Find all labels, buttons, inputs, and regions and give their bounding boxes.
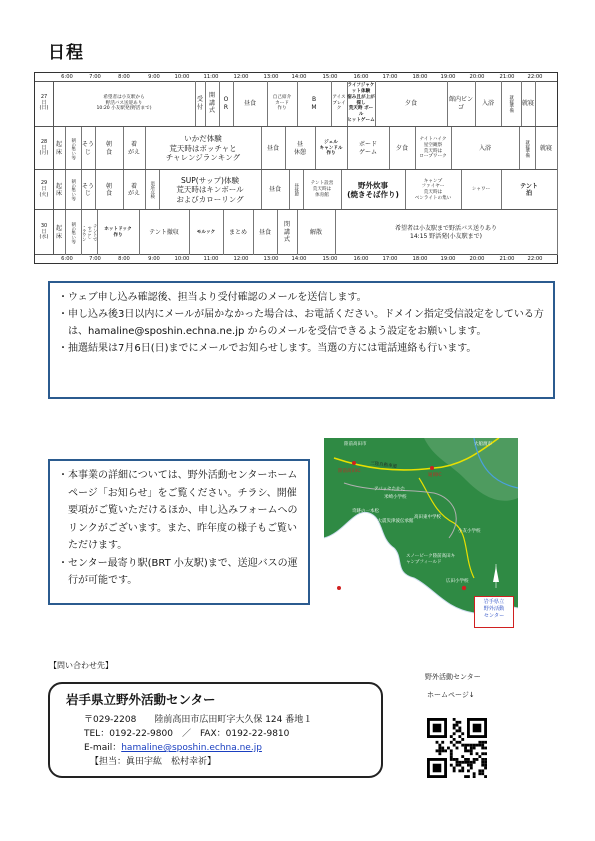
center-callout: [474, 596, 514, 628]
time-label: 22:00: [527, 256, 543, 262]
time-label: 20:00: [469, 74, 485, 80]
time-label: 17:00: [382, 256, 398, 262]
map-label: 東日本大震災津波伝承館: [364, 519, 414, 524]
schedule-cell: 起 床: [53, 210, 66, 255]
schedule-cell: 就寝準備: [519, 127, 536, 170]
schedule-cell: 就寝準備: [501, 81, 522, 126]
map-label: 三陸自動車道: [369, 461, 398, 470]
schedule-cell: 館内ビンゴ: [447, 81, 476, 126]
time-label: 10:00: [174, 74, 190, 80]
schedule-cell: ジェル キャンドル 作り: [315, 127, 348, 170]
notice-item: ・申し込み後3日以内にメールが届かなかった場合は、お電話ください。ドメイン指定受信設定をしている方は、hamaline@sposhin.echna.ne.jp からのメールを受信できるよう設定をお願いします。: [58, 309, 544, 337]
time-label: 14:00: [291, 256, 307, 262]
map-label: 奇跡の一本松: [352, 509, 379, 514]
schedule-cell: 希望者は小友駅まで野活バス送りあり 14:15 野活発(小友駅まで): [335, 210, 558, 255]
schedule-cell: ナイトハイク 星空観察 荒天時は ロープワーク: [415, 127, 452, 170]
schedule-cell: 希望者は小友駅から 野活バス送迎あり 10:20 小友駅発(野活まで): [53, 81, 196, 126]
notice-item: ・本事業の詳細については、野外活動センターホームページ「お知らせ」をご覧ください。チラシ、開催要項がご覧いただけるほか、申し込みフォームへのリンクがございます。また、昨年度の様子もご覧いただけます。: [58, 470, 298, 551]
schedule-cell: 退所点検: [145, 170, 160, 210]
time-label: 18:00: [412, 74, 428, 80]
schedule-cell: 昼食: [261, 170, 290, 210]
schedule-cell: アイス ブレイク: [331, 81, 348, 126]
contact-box: [48, 682, 383, 778]
schedule-cell: 野外炊事 (焼きそば作り): [341, 170, 406, 210]
time-label: 22:00: [527, 74, 543, 80]
email-line: [84, 741, 369, 755]
schedule-cell: 着 がえ: [123, 170, 146, 210]
time-label: 9:00: [148, 74, 160, 80]
time-axis-bottom: [35, 254, 557, 263]
schedule-cell: 自己紹介 カード 作り: [267, 81, 298, 126]
schedule-table: [34, 72, 558, 264]
page-title: 日程: [48, 43, 84, 63]
time-label: 19:00: [440, 256, 456, 262]
map-label: 陸前高田IC: [338, 469, 361, 474]
schedule-cell: 閉 講 式: [277, 210, 298, 255]
time-label: 11:00: [203, 74, 219, 80]
schedule-cell: 朝の集い等: [65, 210, 82, 255]
time-label: 20:00: [469, 256, 485, 262]
schedule-cell: 朝 食: [95, 127, 124, 170]
map-label: 高田東中学校: [414, 515, 441, 520]
time-label: 21:00: [499, 256, 515, 262]
map-label: 気仙沼市: [327, 607, 345, 612]
schedule-cell: ホットドック 作り: [97, 210, 140, 255]
time-label: 15:00: [322, 74, 338, 80]
time-label: 7:00: [89, 74, 101, 80]
details-notice: [48, 459, 310, 605]
schedule-cell: B M: [297, 81, 332, 126]
schedule-cell: 夕食: [389, 127, 416, 170]
schedule-cell: O R: [219, 81, 234, 126]
schedule-cell: シャワー: [461, 170, 502, 210]
callout-line: 野外活動: [483, 605, 505, 612]
day-label: 29 日 (火): [35, 170, 54, 210]
schedule-cell: まとめ: [223, 210, 254, 255]
time-label: 9:00: [148, 256, 160, 262]
map-label: 広田小学校: [446, 579, 469, 584]
schedule-cell: キャンプ ファイヤー 荒天時は ベンライトの集い: [405, 170, 462, 210]
schedule-cell: ライフジャケット体験 宿み且が上が探し 荒天時 ボール ヒットゲーム: [347, 81, 376, 126]
schedule-cell: 受 付: [195, 81, 206, 126]
time-label: 17:00: [382, 74, 398, 80]
time-label: 12:00: [233, 256, 249, 262]
schedule-row: [35, 81, 557, 126]
schedule-cell: いかだ体験 荒天時はボッチャと チャレンジランキング: [145, 127, 262, 170]
qr-code-icon[interactable]: [427, 718, 487, 778]
map-label: 米崎小学校: [384, 495, 407, 500]
schedule-cell: 朝の集い等: [65, 127, 82, 170]
email-link[interactable]: hamaline@sposhin.echna.ne.jp: [121, 743, 262, 753]
schedule-cell: 昼食: [261, 127, 286, 170]
day-label: 28 日 (月): [35, 127, 54, 170]
schedule-cell: テント設営 荒天時は 体育館: [303, 170, 342, 210]
schedule-cell: 昼 休憩: [285, 127, 316, 170]
schedule-cell: モルック: [189, 210, 224, 255]
time-label: 19:00: [440, 74, 456, 80]
map-label: 大船渡市: [474, 442, 492, 447]
time-label: 12:00: [233, 74, 249, 80]
schedule-cell: 昼食: [253, 210, 278, 255]
schedule-cell: テントで すごし ・ラウン: [81, 210, 98, 255]
schedule-cell: 朝の集い等: [65, 170, 82, 210]
notice-item: ・センター最寄り駅(BRT 小友駅)まで、送迎バスの運行が可能です。: [58, 557, 298, 586]
notice-item: ・抽選結果は7月6日(日)までにメールでお知らせします。当選の方には電話連絡も行います。: [58, 343, 477, 354]
day-label: 27 日 (日): [35, 81, 54, 126]
time-label: 6:00: [61, 74, 73, 80]
time-label: 18:00: [412, 256, 428, 262]
notice-item: ・ウェブ申し込み確認後、担当より受付確認のメールを送信します。: [58, 292, 367, 303]
homepage-label: 野外活動センター: [425, 673, 481, 681]
registration-notice: [48, 281, 555, 399]
time-label: 16:00: [353, 74, 369, 80]
schedule-row: [35, 209, 557, 255]
callout-line: 岩手県立: [483, 599, 505, 605]
organization-name: 岩手県立野外活動センター: [66, 692, 216, 707]
schedule-cell: 開 講 式: [205, 81, 220, 126]
time-label: 13:00: [263, 74, 279, 80]
schedule-row: [35, 126, 557, 170]
callout-line: センター: [483, 612, 505, 619]
time-label: 10:00: [174, 256, 190, 262]
time-label: 14:00: [291, 74, 307, 80]
time-label: 6:00: [61, 256, 73, 262]
schedule-cell: テント撤収: [139, 210, 190, 255]
schedule-cell: 解散: [297, 210, 336, 255]
map-label: 通岡IC: [428, 473, 442, 478]
map-label: 陸前高田市: [344, 442, 367, 447]
phone-fax: TEL：0192-22-9800 ／ FAX：0192-22-9810: [84, 729, 290, 739]
schedule-cell: 夕食: [375, 81, 448, 126]
schedule-cell: 起 床: [53, 170, 66, 210]
schedule-cell: ボード ゲーム: [347, 127, 390, 170]
schedule-cell: 就寝: [521, 81, 536, 126]
schedule-cell: 起 床: [53, 127, 66, 170]
time-label: 8:00: [118, 74, 130, 80]
address: 〒029-2208 陸前高田市広田町字大久保 124 番地１: [84, 715, 313, 725]
time-label: 15:00: [322, 256, 338, 262]
time-label: 8:00: [118, 256, 130, 262]
time-label: 13:00: [263, 256, 279, 262]
schedule-cell: テント 泊: [501, 170, 558, 210]
schedule-cell: そう じ: [81, 170, 96, 210]
contact-heading: 【問い合わせ先】: [49, 661, 113, 670]
staff: 【担当：眞田宇紘 松村幸祈】: [90, 757, 217, 767]
schedule-cell: 入浴: [451, 127, 520, 170]
day-label: 30 日 (水): [35, 210, 54, 255]
schedule-cell: 就寝: [535, 127, 558, 170]
time-label: 21:00: [499, 74, 515, 80]
schedule-row: [35, 169, 557, 210]
email-label: E-mail：: [84, 743, 122, 753]
area-map: [324, 438, 518, 634]
schedule-cell: 入浴: [475, 81, 502, 126]
homepage-arrow-label: ホームページ↓: [427, 691, 475, 699]
schedule-cell: 昼休憩: [289, 170, 304, 210]
time-label: 16:00: [353, 256, 369, 262]
map-label: アバッセたかた: [374, 487, 406, 492]
schedule-cell: そう じ: [81, 127, 96, 170]
map-label: 小友小学校: [458, 529, 481, 534]
schedule-cell: 昼食: [233, 81, 268, 126]
time-label: 11:00: [203, 256, 219, 262]
time-label: 7:00: [89, 256, 101, 262]
schedule-cell: SUP(サップ)体験 荒天時はキンボール およびカローリング: [159, 170, 262, 210]
map-label: スノーピーク陸前高田キャンプフィールド: [406, 554, 456, 565]
schedule-cell: 朝 食: [95, 170, 124, 210]
schedule-cell: 着 がえ: [123, 127, 146, 170]
